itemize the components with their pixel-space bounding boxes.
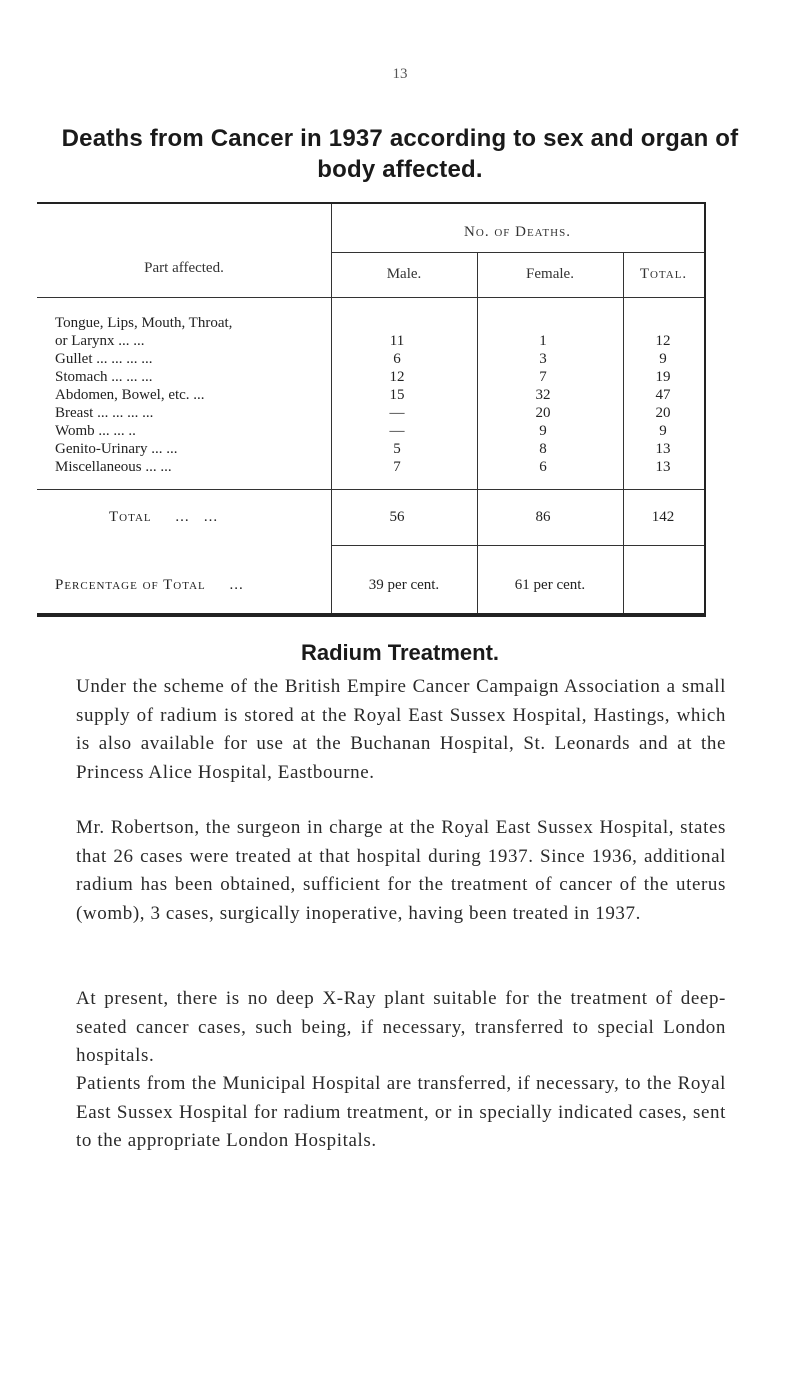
total-male: 56 [389,509,405,525]
female-value: 8 [539,441,547,457]
male-value: 15 [389,387,405,403]
paragraph: Under the scheme of the British Empire Cancer Campaign Association a small supply of radium is stored at the Royal East Sussex Hospital, Hastings, which is also available for use at the Buchanan Hospital, St. Leonards and at the Princess Alice Hospital, Eastbourne. [76,676,726,783]
male-value: 11 [389,333,405,349]
deaths-table [37,202,706,617]
row-label: Miscellaneous ... ... [55,459,172,475]
total-value: 20 [655,405,671,421]
male-value: — [389,423,405,439]
table-divider [331,252,704,253]
female-value: 32 [535,387,551,403]
paragraph: At present, there is no deep X-Ray plant suitable for the treatment of deep-seated cancer cases, such being, if necessary, transferred to special London hospitals. [76,988,726,1066]
total-all: 142 [651,509,675,525]
male-header: Male. [386,266,422,282]
table-divider [623,252,624,613]
table-divider [331,545,704,546]
female-header: Female. [526,266,574,282]
female-value: 7 [539,369,547,385]
row-label: Womb ... ... .. [55,423,136,439]
total-value: 47 [655,387,671,403]
row-label: Gullet ... ... ... ... [55,351,153,367]
row-label: or Larynx ... ... [55,333,145,349]
total-value: 13 [655,441,671,457]
male-value: 6 [393,351,401,367]
male-value: — [389,405,405,421]
deaths-header: No. of Deaths. [464,224,571,240]
section-heading: Radium Treatment. [300,640,500,665]
male-value: 5 [393,441,401,457]
row-label: Stomach ... ... ... [55,369,153,385]
female-value: 20 [535,405,551,421]
total-value: 9 [659,351,667,367]
total-value: 12 [655,333,671,349]
page-title: Deaths from Cancer in 1937 according to sex and organ of body affected. [61,125,739,183]
percentage-row-label: Percentage of Total ... [55,577,244,593]
percentage-female: 61 per cent. [514,577,586,593]
male-value: 12 [389,369,405,385]
total-value: 9 [659,423,667,439]
row-label-line: Tongue, Lips, Mouth, Throat, [55,315,233,331]
total-header: Total. [639,266,688,282]
table-divider [37,489,704,490]
table-divider [477,252,478,613]
part-affected-header: Part affected. [144,260,224,276]
row-label: Abdomen, Bowel, etc. ... [55,387,205,403]
female-value: 9 [539,423,547,439]
paragraph: Patients from the Municipal Hospital are transferred, if necessary, to the Royal East Sussex Hospital for radium treatment, or in specially indicated cases, sent to the appropriate London Hospitals. [76,1073,726,1151]
total-value: 13 [655,459,671,475]
total-row-label: Total ... ... [109,509,219,525]
paragraph: Mr. Robertson, the surgeon in charge at the Royal East Sussex Hospital, states that 26 cases were treated at that hospital during 1937. Since 1936, additional radium has been obtained, sufficient for the treatment of cancer of the uterus (womb), 3 cases, surgically inoperative, having been treated in 1937. [76,817,726,924]
percentage-male: 39 per cent. [368,577,440,593]
total-female: 86 [535,509,551,525]
table-divider [37,297,704,298]
row-label: Genito-Urinary ... ... [55,441,178,457]
female-value: 1 [539,333,547,349]
total-value: 19 [655,369,671,385]
female-value: 6 [539,459,547,475]
male-value: 7 [393,459,401,475]
page-number: 13 [392,66,408,82]
female-value: 3 [539,351,547,367]
row-label: Breast ... ... ... ... [55,405,154,421]
